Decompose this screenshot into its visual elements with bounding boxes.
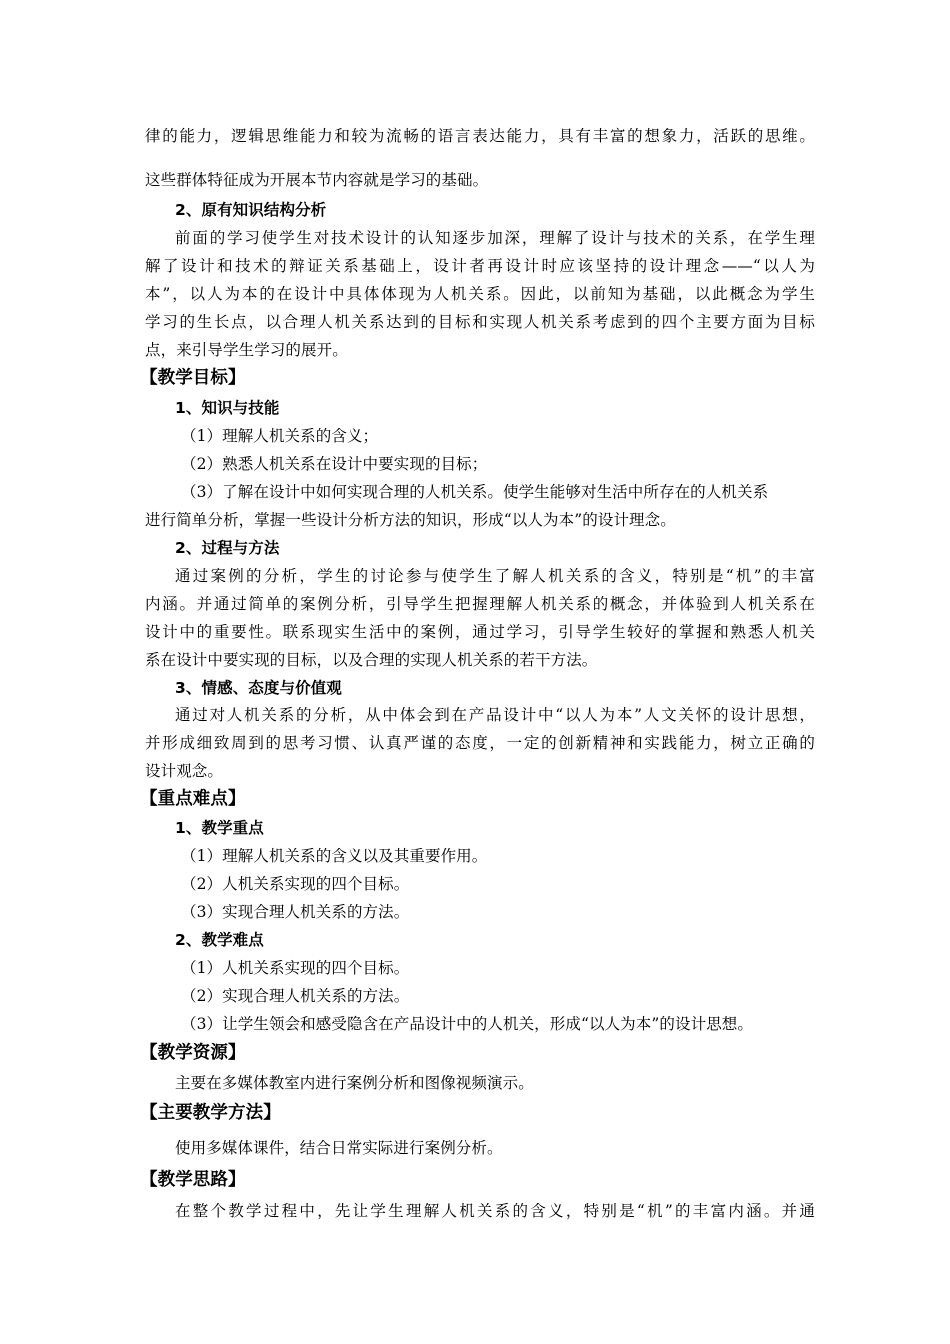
body-text-line: 解了设计和技术的辩证关系基础上，设计者再设计时应该坚持的设计理念——“以人为: [145, 257, 815, 275]
paragraph-first-line: 使用多媒体课件，结合日常实际进行案例分析。: [175, 1139, 503, 1157]
section-heading: 【教学思路】: [140, 1170, 246, 1190]
list-item: （3）实现合理人机关系的方法。: [181, 903, 410, 921]
paragraph-first-line: 通过对人机关系的分析，从中体会到在产品设计中“以人为本”人文关怀的设计思想，: [175, 706, 815, 724]
paragraph-first-line: 前面的学习使学生对技术设计的认知逐步加深，理解了设计与技术的关系，在学生理: [175, 229, 815, 247]
body-text-line: 律的能力，逻辑思维能力和较为流畅的语言表达能力，具有丰富的想象力，活跃的思维。: [145, 127, 815, 145]
body-text-line: 点，来引导学生学习的展开。: [145, 341, 348, 359]
list-item: （2）实现合理人机关系的方法。: [181, 987, 410, 1005]
list-item: （1）理解人机关系的含义；: [181, 427, 379, 445]
list-item: （1）理解人机关系的含义以及其重要作用。: [181, 847, 488, 865]
body-text-line: 本”，以人为本的在设计中具体体现为人机关系。因此，以前知为基础，以此概念为学生: [145, 285, 815, 303]
subsection-heading: 2、过程与方法: [175, 539, 280, 557]
list-item: （2）熟悉人机关系在设计中要实现的目标；: [181, 455, 488, 473]
body-text-line: 设计观念。: [145, 762, 224, 780]
subsection-heading: 1、教学重点: [175, 819, 264, 837]
list-item: （2）人机关系实现的四个目标。: [181, 875, 410, 893]
list-item: （3）了解在设计中如何实现合理的人机关系。使学生能够对生活中所存在的人机关系: [181, 483, 769, 501]
subsection-heading: 2、原有知识结构分析: [175, 201, 327, 219]
section-heading: 【教学目标】: [140, 368, 246, 388]
paragraph-first-line: 主要在多媒体教室内进行案例分析和图像视频演示。: [175, 1074, 534, 1092]
section-heading: 【主要教学方法】: [140, 1103, 281, 1123]
body-text-line: 进行简单分析，掌握一些设计分析方法的知识，形成“以人为本”的设计理念。: [145, 511, 676, 529]
section-heading: 【教学资源】: [140, 1043, 246, 1063]
list-item: （1）人机关系实现的四个目标。: [181, 959, 410, 977]
body-text-line: 系在设计中要实现的目标，以及合理的实现人机关系的若干方法。: [145, 651, 598, 669]
body-text-line: 学习的生长点，以合理人机关系达到的目标和实现人机关系考虑到的四个主要方面为目标: [145, 313, 815, 331]
body-text-line: 并形成细致周到的思考习惯、认真严谨的态度，一定的创新精神和实践能力，树立正确的: [145, 734, 815, 752]
body-text-line: 内涵。并通过简单的案例分析，引导学生把握理解人机关系的概念，并体验到人机关系在: [145, 595, 815, 613]
body-text-line: 设计中的重要性。联系现实生活中的案例，通过学习，引导学生较好的掌握和熟悉人机关: [145, 623, 815, 641]
subsection-heading: 2、教学难点: [175, 931, 264, 949]
subsection-heading: 3、情感、态度与价值观: [175, 679, 342, 697]
paragraph-first-line: 通过案例的分析，学生的讨论参与使学生了解人机关系的含义，特别是“机”的丰富: [175, 567, 815, 585]
section-heading: 【重点难点】: [140, 789, 246, 809]
list-item: （3）让学生领会和感受隐含在产品设计中的人机关，形成“以人为本”的设计思想。: [181, 1015, 754, 1033]
paragraph-first-line: 在整个教学过程中，先让学生理解人机关系的含义，特别是“机”的丰富内涵。并通: [175, 1202, 815, 1220]
body-text-line: 这些群体特征成为开展本节内容就是学习的基础。: [145, 171, 489, 189]
subsection-heading: 1、知识与技能: [175, 399, 280, 417]
